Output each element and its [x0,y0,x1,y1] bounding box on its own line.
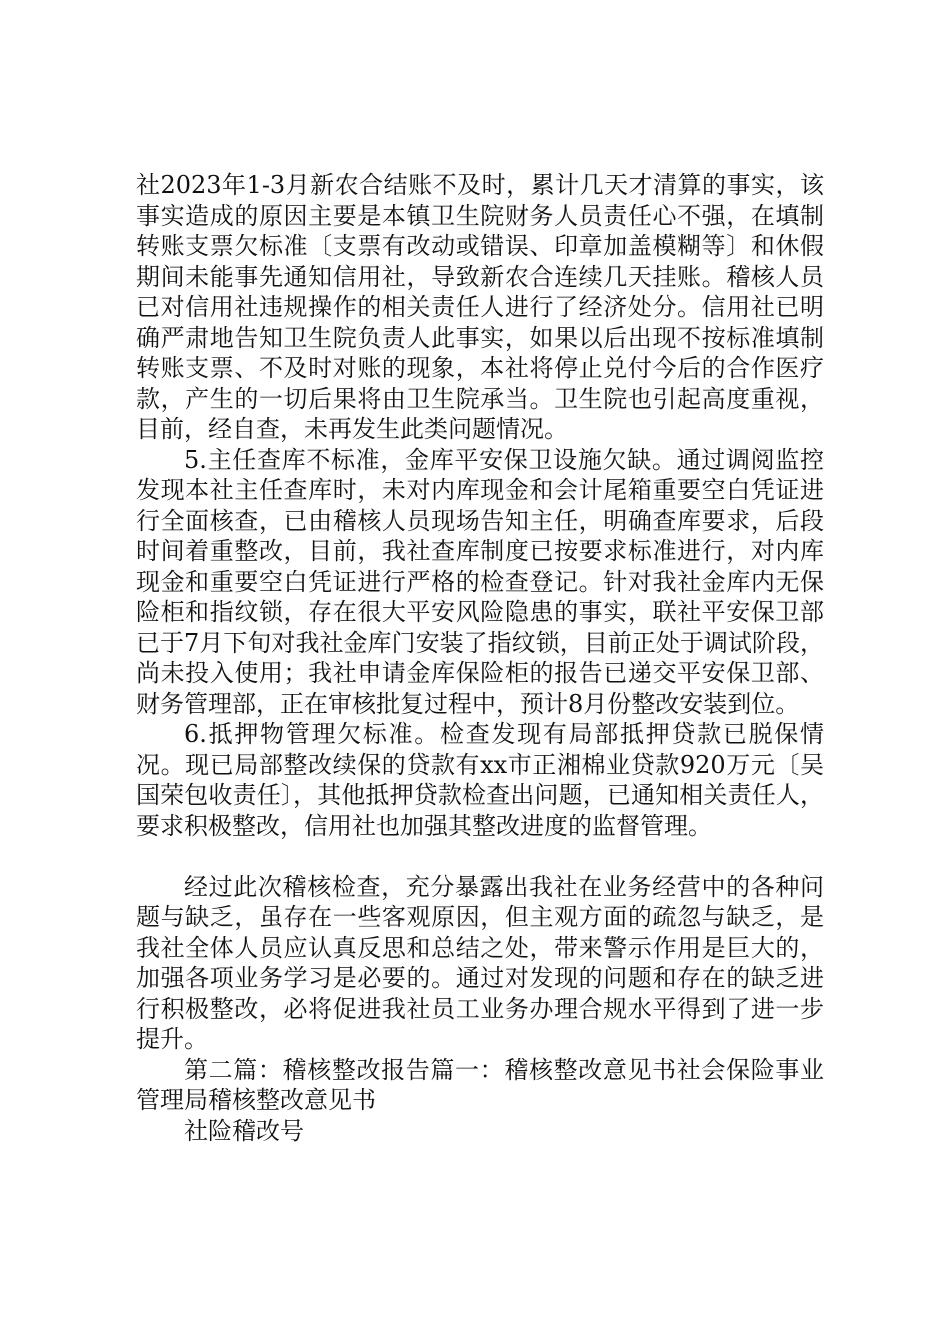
paragraph-spacer [136,841,824,872]
document-number-label: 社险稽改号 [184,1116,304,1145]
paragraph-item-5: 5.主任查库不标准，金库平安保卫设施欠缺。通过调阅监控发现本社主任查库时，未对内库现金和会计尾箱重要空白凭证进行全面核查，已由稽核人员现场告知主任，明确查库要求，后段时间着重整改，目前，我社查库制度已按要求标准进行，对内库现金和重要空白凭证进行严格的检查登记。针对我社金库内无保险柜和指纹锁，存在很大平安风险隐患的事实，联社平安保卫部已于7月下旬对我社金库门安装了指纹锁，目前正处于调试阶段，尚未投入使用；我社申请金库保险柜的报告已递交平安保卫部、财务管理部，正在审核批复过程中，预计8月份整改安装到位。 [136,445,824,718]
document-body [136,170,824,1146]
paragraph-conclusion: 经过此次稽核检查，充分暴露出我社在业务经营中的各种问题与缺乏，虽存在一些客观原因，但主观方面的疏忽与缺乏，是我社全体人员应认真反思和总结之处，带来警示作用是巨大的，加强各项业务学习是必要的。通过对发现的问题和存在的缺乏进行积极整改，必将促进我社员工业务办理合规水平得到了进一步提升。 [136,872,824,1053]
paragraph-item-6: 6.抵押物管理欠标准。检查发现有局部抵押贷款已脱保情况。现已局部整改续保的贷款有xx市正湘棉业贷款920万元〔吴国荣包收责任〕，其他抵押贷款检查出问题，已通知相关责任人，要求积极整改，信用社也加强其整改进度的监督管理。 [136,720,824,840]
section-heading: 第二篇：稽核整改报告篇一：稽核整改意见书社会保险事业管理局稽核整改意见书 [136,1055,824,1114]
paragraph-continuation: 社2023年1-3月新农合结账不及时，累计几天才清算的事实，该事实造成的原因主要是本镇卫生院财务人员责任心不强，在填制转账支票欠标准〔支票有改动或错误、印章加盖模糊等〕和休假期间未能事先通知信用社，导致新农合连续几天挂账。稽核人员已对信用社违规操作的相关责任人进行了经济处分。信用社已明确严肃地告知卫生院负责人此事实，如果以后出现不按标准填制转账支票、不及时对账的现象，本社将停止兑付今后的合作医疗款，产生的一切后果将由卫生院承当。卫生院也引起高度重视，目前，经自查，未再发生此类问题情况。 [136,171,824,443]
